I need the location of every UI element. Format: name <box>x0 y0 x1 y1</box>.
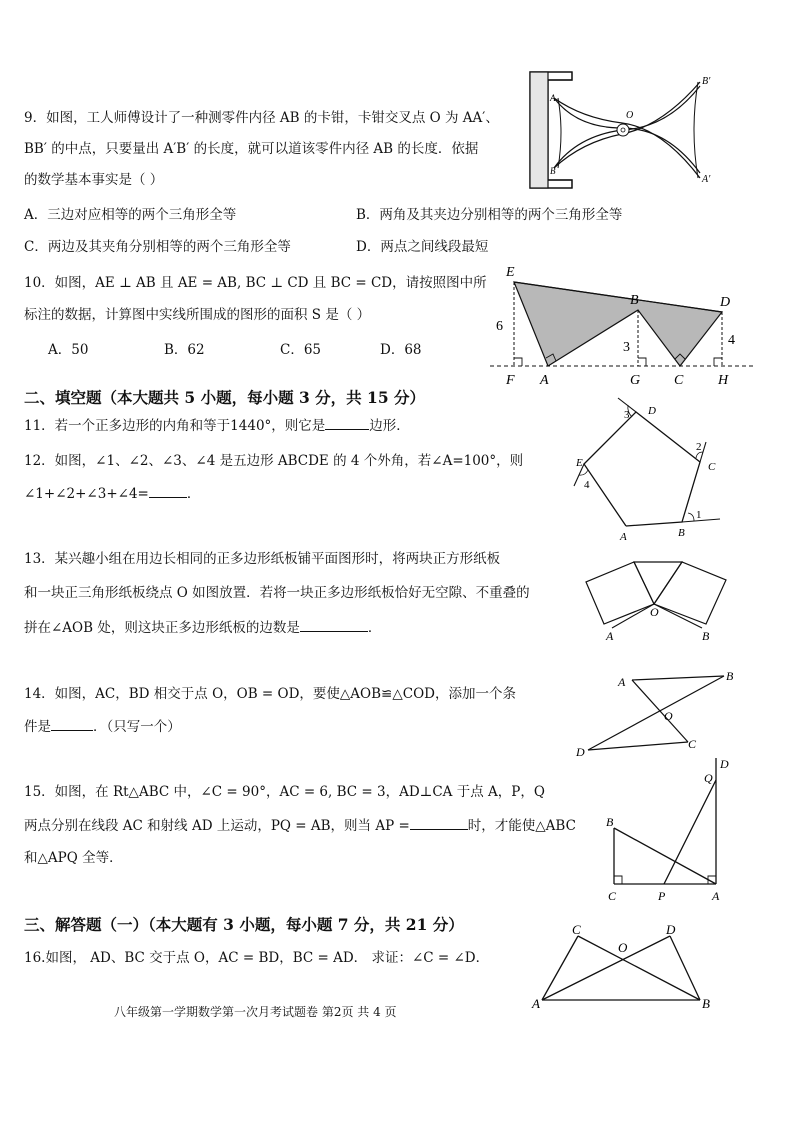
q14-line2-post: ．（只写一个） <box>93 719 181 735</box>
q11-post: 边形． <box>369 418 410 434</box>
q13-answer-blank[interactable] <box>300 617 368 632</box>
q10-label-d: D <box>720 295 731 310</box>
q12-line1: 12．如图，∠1、∠2、∠3、∠4 是五边形 ABCDE 的 4 个外角，若∠A=100°，则 <box>24 453 524 469</box>
q14-answer-blank[interactable] <box>51 716 93 731</box>
q16-figure <box>530 924 730 1014</box>
q14-label-c: C <box>688 737 697 751</box>
q15-label-c: C <box>608 889 617 903</box>
q10-label-g: G <box>630 373 641 388</box>
q15-label-q: Q <box>704 771 713 785</box>
q14-line2-wrap <box>24 716 181 737</box>
q9-label-b: B <box>550 166 556 176</box>
q9-line2: BB′ 的中点，只要量出 A′B′ 的长度，就可以道该零件内径 AB 的长度．依据 <box>24 141 479 157</box>
q15-line3: 和△APQ 全等． <box>24 850 123 866</box>
q16-line1: 16.如图， AD、BC 交于点 O，AC = BD，BC = AD． 求证：∠C = ∠D． <box>24 950 490 966</box>
q12-label-c: C <box>708 461 716 473</box>
q15-label-b: B <box>606 815 614 829</box>
q14-label-b: B <box>726 669 734 683</box>
q14-line1: 14．如图，AC，BD 相交于点 O，OB = OD，要使△AOB≌△COD，添加一个条 <box>24 686 516 702</box>
q15-line2-pre: 两点分别在线段 AC 和射线 AD 上运动，PQ = AB，则当 AP = <box>24 818 410 834</box>
section-2-title: 二、填空题（本大题共 5 小题，每小题 3 分，共 15 分） <box>24 388 426 407</box>
q15-line1: 15．如图，在 Rt△ABC 中，∠C = 90°，AC = 6, BC = 3，AD⊥CA 于点 A，P，Q <box>24 784 545 800</box>
q12-angle-3: 3 <box>624 409 630 421</box>
q10-option-a: A．50 <box>48 342 89 358</box>
q12-label-b: B <box>678 527 685 539</box>
q15-label-d: D <box>720 757 729 771</box>
q10-label-a: A <box>540 373 549 388</box>
q9-line3: 的数学基本事实是（ ） <box>24 172 164 188</box>
q10-line1: 10．如图，AE ⊥ AB 且 AE = AB, BC ⊥ CD 且 BC = CD，请按照图中所 <box>24 275 487 291</box>
q12-post: ． <box>186 486 201 502</box>
q12-answer-blank[interactable] <box>149 483 187 498</box>
q10-label-6: 6 <box>496 319 503 334</box>
q12-angle-1: 1 <box>696 509 702 521</box>
q10-label-f: F <box>506 373 515 388</box>
section-3-title: 三、解答题（一）（本大题有 3 小题，每小题 7 分，共 21 分） <box>24 915 464 934</box>
q15-answer-blank[interactable] <box>410 815 468 830</box>
q10-label-3: 3 <box>623 340 630 355</box>
q10-figure <box>490 262 758 392</box>
q9-line1: 9．如图，工人师傅设计了一种测零件内径 AB 的卡钳，卡钳交叉点 O 为 AA′、 <box>24 110 499 126</box>
q12-angle-4: 4 <box>584 479 590 491</box>
q9-label-o: O <box>626 110 634 121</box>
q16-label-b: B <box>702 996 710 1011</box>
q16-label-o: O <box>618 940 628 955</box>
q10-option-d: D．68 <box>380 342 422 358</box>
q12-pentagon-figure <box>570 400 730 543</box>
q13-line1: 13．某兴趣小组在用边长相同的正多边形纸板铺平面图形时，将两块正方形纸板 <box>24 551 501 567</box>
q16-label-d: D <box>666 922 676 937</box>
q10-line2: 标注的数据，计算图中实线所围成的图形的面积 S 是（ ） <box>24 307 371 323</box>
q12-line2: ∠1+∠2+∠3+∠4= <box>24 486 149 502</box>
q12-label-a: A <box>620 531 627 543</box>
q14-label-d: D <box>576 745 585 759</box>
page-footer: 八年级第一学期数学第一次月考试题卷 第2页 共 4 页 <box>114 1005 397 1019</box>
q13-label-o: O <box>650 605 659 619</box>
q14-figure <box>574 666 744 758</box>
q11-answer-blank[interactable] <box>325 415 369 430</box>
q13-line2: 和一块正三角形纸板绕点 O 如图放置．若将一块正多边形纸板恰好无空隙、不重叠的 <box>24 585 530 601</box>
q12-angle-2: 2 <box>696 441 702 453</box>
q9-caliper-figure <box>522 68 722 196</box>
q13-figure <box>582 552 732 642</box>
q10-label-e: E <box>506 265 515 280</box>
q15-line2-wrap <box>24 815 576 836</box>
q13-label-a: A <box>606 629 614 643</box>
q10-label-c: C <box>674 373 684 388</box>
q9-option-d: D．两点之间线段最短 <box>356 239 489 255</box>
q16-label-c: C <box>572 922 581 937</box>
q15-line2-post: 时，才能使△ABC <box>467 818 576 834</box>
q14-label-o: O <box>664 709 673 723</box>
q9-option-b: B．两角及其夹边分别相等的两个三角形全等 <box>356 207 623 223</box>
q16-label-a: A <box>532 996 540 1011</box>
q13-line3-post: ． <box>367 620 382 636</box>
q15-label-a: A <box>712 889 720 903</box>
q10-option-b: B．62 <box>164 342 205 358</box>
q9-label-b-prime: B′ <box>702 76 711 87</box>
q13-line3-wrap <box>24 617 381 638</box>
q9-label-a-prime: A′ <box>702 174 711 185</box>
q10-option-c: C．65 <box>280 342 322 358</box>
q12-line2-wrap <box>24 483 200 504</box>
q15-figure <box>602 756 742 906</box>
q11-text <box>24 415 410 436</box>
q9-label-a: A <box>550 93 556 103</box>
q11-pre: 11．若一个正多边形的内角和等于1440°，则它是 <box>24 418 326 434</box>
q9-option-a: A．三边对应相等的两个三角形全等 <box>24 207 237 223</box>
q10-label-h: H <box>718 373 729 388</box>
q10-label-b: B <box>630 293 639 308</box>
q10-label-4: 4 <box>728 333 735 348</box>
q14-label-a: A <box>618 675 626 689</box>
q13-label-b: B <box>702 629 710 643</box>
q14-line2-pre: 件是 <box>24 719 51 735</box>
q15-label-p: P <box>658 889 666 903</box>
q12-label-d: D <box>648 405 656 417</box>
q9-option-c: C．两边及其夹角分别相等的两个三角形全等 <box>24 239 291 255</box>
q12-label-e: E <box>576 457 583 469</box>
q13-line3-pre: 拼在∠AOB 处，则这块正多边形纸板的边数是 <box>24 620 300 636</box>
